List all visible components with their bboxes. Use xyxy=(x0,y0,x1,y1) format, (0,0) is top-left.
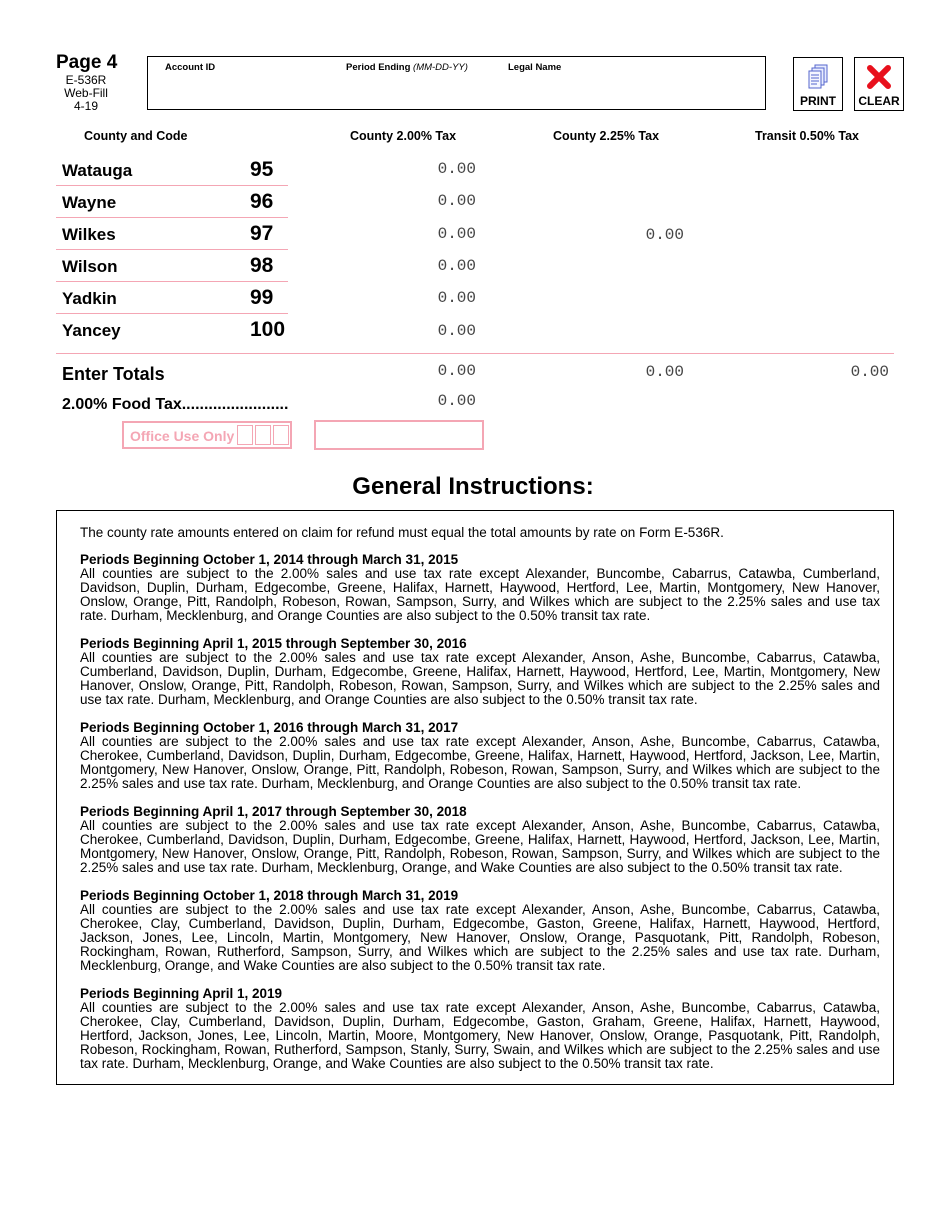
office-use-cell xyxy=(273,425,289,445)
legal-name-field[interactable] xyxy=(506,75,760,107)
section-body: All counties are subject to the 2.00% sales and use tax rate except Alexander, Anson, Ashe, Buncombe, Cabarrus, Catawba, Cherokee, Cumberland, Davidson, Duplin, Durham, Edgecombe, Greene, Halifax, Harnett, Haywood, Hertford, Jackson, Lee, Martin, Montgomery, New Hanover, Onslow, Orange, Pitt, Randolph, Robeson, Rowan, Sampson, Surry, and Wilkes which are subject to the 2.25% sales and use tax rate. Durham, Mecklenburg, and Orange Counties are also subject to the 0.50% transit tax rate. xyxy=(80,734,880,791)
clear-button[interactable] xyxy=(854,57,904,111)
county-name: Watauga xyxy=(62,161,133,180)
instruction-section xyxy=(80,721,880,791)
instruction-section xyxy=(80,987,880,1071)
section-body: All counties are subject to the 2.00% sales and use tax rate except Alexander, Anson, Ashe, Buncombe, Cabarrus, Catawba, Cherokee, Clay, Cumberland, Davidson, Duplin, Durham, Edgecombe, Gaston, Greene, Halifax, Harnett, Haywood, Hertford, Jackson, Jones, Lee, Lincoln, Martin, Montgomery, New Hanover, Onslow, Orange, Pasquotank, Pitt, Randolph, Robeson, Rockingham, Rowan, Rutherford, Sampson, Surry, and Wilkes which are subject to the 2.25% sales and use tax rate. Durham, Mecklenburg, Orange, and Wake Counties are also subject to the 0.50% transit tax rate. xyxy=(80,902,880,973)
instruction-section xyxy=(80,637,880,707)
county-name: Yancey xyxy=(62,321,121,340)
county-code: 95 xyxy=(250,158,274,181)
county-2-00-amount[interactable]: 0.00 xyxy=(437,289,476,307)
period-ending-hint: (MM-DD-YY) xyxy=(413,62,468,73)
instructions-box xyxy=(56,510,894,1085)
county-2-00-amount[interactable]: 0.00 xyxy=(437,322,476,340)
county-code: 97 xyxy=(250,222,274,245)
county-code: 100 xyxy=(250,318,286,341)
total-2-25-amount[interactable]: 0.00 xyxy=(645,363,684,381)
form-identifier xyxy=(56,74,116,113)
section-heading: Periods Beginning April 1, 2015 through September 30, 2016 xyxy=(80,636,467,651)
column-header-county-2-25: County 2.25% Tax xyxy=(553,129,660,143)
county-code: 96 xyxy=(250,190,274,213)
column-header-county-code: County and Code xyxy=(84,129,188,143)
instruction-section xyxy=(80,553,880,623)
county-name: Yadkin xyxy=(62,289,117,308)
instruction-section xyxy=(80,889,880,973)
county-code: 99 xyxy=(250,286,274,309)
section-body: All counties are subject to the 2.00% sales and use tax rate except Alexander, Anson, Ashe, Buncombe, Cabarrus, Catawba, Cumberland, Davidson, Duplin, Durham, Edgecombe, Greene, Halifax, Harnett, Haywood, Hertford, Lee, Martin, Montgomery, New Hanover, Onslow, Orange, Pitt, Randolph, Robeson, Rowan, Sampson, Surry, and Wilkes which are subject to the 2.25% sales and use tax rate. Durham, Mecklenburg, and Orange Counties are also subject to the 0.50% transit tax rate. xyxy=(80,650,880,707)
instruction-section xyxy=(80,805,880,875)
row-divider xyxy=(56,185,288,186)
account-id-label: Account ID xyxy=(165,62,216,73)
office-use-cell xyxy=(237,425,253,445)
section-body: All counties are subject to the 2.00% sales and use tax rate except Alexander, Buncombe, Cabarrus, Catawba, Cumberland, Davidson, Duplin, Durham, Edgecombe, Greene, Halifax, Harnett, Haywood, Hertford, Lee, Martin, Montgomery, New Hanover, Onslow, Orange, Pitt, Randolph, Robeson, Rowan, Sampson, Surry, and Wilkes which are subject to the 2.25% sales and use tax rate. Durham, Mecklenburg, and Orange Counties are also subject to the 0.50% transit tax rate. xyxy=(80,566,880,623)
section-heading: Periods Beginning April 1, 2019 xyxy=(80,986,283,1001)
row-divider xyxy=(56,281,288,282)
form-variant: Web-Fill xyxy=(64,86,108,100)
food-tax-amount[interactable]: 0.00 xyxy=(437,392,476,410)
office-use-cell xyxy=(255,425,271,445)
county-name: Wilson xyxy=(62,257,118,276)
total-2-00-amount[interactable]: 0.00 xyxy=(437,362,476,380)
print-document-icon xyxy=(807,64,829,92)
food-tax-label: 2.00% Food Tax........................ xyxy=(62,396,289,413)
period-ending-label: Period Ending (MM-DD-YY) xyxy=(346,62,468,73)
taxpayer-id-box xyxy=(147,56,766,110)
office-use-label: Office Use Only xyxy=(130,428,235,444)
section-heading: Periods Beginning October 1, 2016 through March 31, 2017 xyxy=(80,720,459,735)
instructions-intro: The county rate amounts entered on claim for refund must equal the total amounts by rate on Form E-536R. xyxy=(80,525,724,540)
print-label: PRINT xyxy=(800,94,836,108)
county-2-00-amount[interactable]: 0.00 xyxy=(437,192,476,210)
column-header-county-2-00: County 2.00% Tax xyxy=(350,129,457,143)
clear-label: CLEAR xyxy=(858,94,900,108)
section-body: All counties are subject to the 2.00% sales and use tax rate except Alexander, Anson, Ashe, Buncombe, Cabarrus, Catawba, Cherokee, Clay, Cumberland, Davidson, Duplin, Durham, Edgecombe, Gaston, Graham, Greene, Halifax, Harnett, Haywood, Hertford, Jackson, Jones, Lee, Lincoln, Martin, Moore, Montgomery, New Hanover, Onslow, Orange, Pasquotank, Pitt, Randolph, Robeson, Rockingham, Rowan, Rutherford, Sampson, Stanly, Surry, Swain, and Wilkes which are subject to the 2.25% sales and use tax rate. Durham, Mecklenburg, Orange, and Wake Counties are also subject to the 0.50% transit tax rate. xyxy=(80,1000,880,1071)
county-2-00-amount[interactable]: 0.00 xyxy=(437,225,476,243)
legal-name-label: Legal Name xyxy=(508,62,562,73)
account-id-field[interactable] xyxy=(162,75,346,107)
section-body: All counties are subject to the 2.00% sales and use tax rate except Alexander, Anson, Ashe, Buncombe, Cabarrus, Catawba, Cherokee, Cumberland, Davidson, Duplin, Durham, Edgecombe, Greene, Halifax, Harnett, Haywood, Hertford, Jackson, Lee, Martin, Montgomery, New Hanover, Onslow, Orange, Pitt, Randolph, Robeson, Rowan, Sampson, Surry, and Wilkes which are subject to the 2.25% sales and use tax rate. Durham, Mecklenburg, Orange, and Wake Counties are also subject to the 0.50% transit tax rate. xyxy=(80,818,880,875)
red-x-icon xyxy=(866,64,892,90)
page-title: Page 4 xyxy=(56,52,118,73)
totals-label: Enter Totals xyxy=(62,364,165,384)
office-use-box xyxy=(122,421,292,449)
county-code: 98 xyxy=(250,254,274,277)
section-heading: Periods Beginning April 1, 2017 through September 30, 2018 xyxy=(80,804,467,819)
instructions-title: General Instructions: xyxy=(352,473,594,500)
column-header-transit-0-50: Transit 0.50% Tax xyxy=(755,129,859,143)
row-divider xyxy=(56,217,288,218)
print-button[interactable] xyxy=(793,57,843,111)
county-2-00-amount[interactable]: 0.00 xyxy=(437,257,476,275)
county-2-00-amount[interactable]: 0.00 xyxy=(437,160,476,178)
section-heading: Periods Beginning October 1, 2018 through March 31, 2019 xyxy=(80,888,459,903)
office-use-field xyxy=(314,420,484,450)
row-divider xyxy=(56,313,288,314)
total-transit-amount[interactable]: 0.00 xyxy=(850,363,889,381)
row-divider xyxy=(56,249,288,250)
section-heading: Periods Beginning October 1, 2014 through March 31, 2015 xyxy=(80,552,459,567)
period-ending-field[interactable] xyxy=(344,75,498,107)
form-number: E-536R xyxy=(65,73,107,87)
county-name: Wilkes xyxy=(62,225,116,244)
form-revision: 4-19 xyxy=(73,99,99,113)
totals-divider xyxy=(56,353,894,354)
county-name: Wayne xyxy=(62,193,117,212)
county-2-25-amount[interactable]: 0.00 xyxy=(645,226,684,244)
